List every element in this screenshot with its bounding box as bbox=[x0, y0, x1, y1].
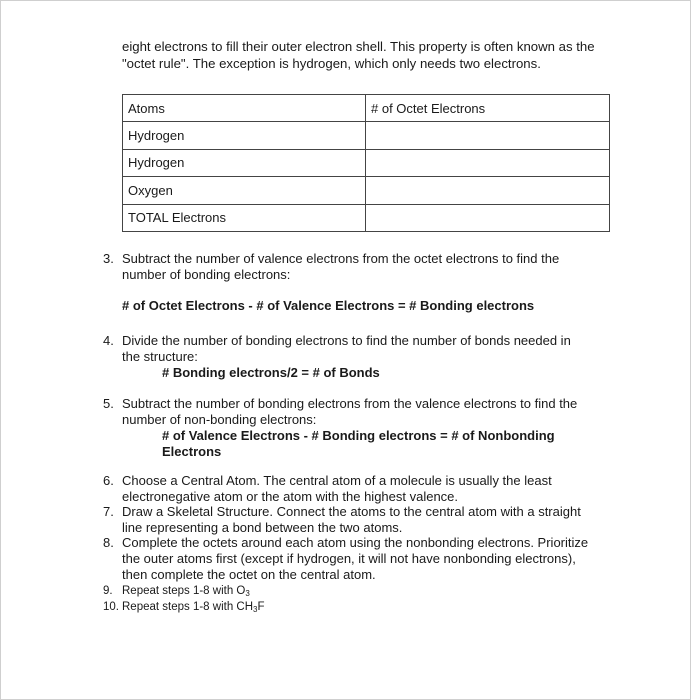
table-row bbox=[123, 204, 610, 232]
intro-paragraph bbox=[122, 38, 622, 72]
step-number: 6. bbox=[103, 473, 114, 488]
table-row bbox=[123, 149, 610, 177]
octet-electrons-table bbox=[122, 94, 610, 232]
step-number: 9. bbox=[103, 585, 113, 597]
step-8-line-3: then complete the octet on the central atom. bbox=[122, 567, 376, 582]
step-7-line-2: line representing a bond between the two atoms. bbox=[122, 520, 403, 535]
step-3-line-2: number of bonding electrons: bbox=[122, 267, 291, 282]
step-6-line-2: electronegative atom or the atom with the highest valence. bbox=[122, 489, 459, 504]
step-number: 10. bbox=[103, 601, 119, 613]
step-5-line-1: Subtract the number of bonding electrons from the valence electrons to find the bbox=[122, 396, 578, 411]
table-row bbox=[123, 177, 610, 205]
step-7-line-1: Draw a Skeletal Structure. Connect the atoms to the central atom with a straight bbox=[122, 504, 581, 519]
octet-cell[interactable] bbox=[366, 177, 610, 205]
step-number: 8. bbox=[103, 535, 114, 550]
octet-cell[interactable] bbox=[366, 204, 610, 232]
step-9-text: Repeat steps 1-8 with O bbox=[122, 585, 246, 597]
step-5-line-2: number of non-bonding electrons: bbox=[122, 412, 317, 427]
step-4-formula: # Bonding electrons/2 = # of Bonds bbox=[162, 365, 380, 380]
step-6-line-1: Choose a Central Atom. The central atom of a molecule is usually the least bbox=[122, 473, 552, 488]
step-number: 7. bbox=[103, 504, 114, 519]
step-8-line-1: Complete the octets around each atom using the nonbonding electrons. Prioritize bbox=[122, 535, 589, 550]
table-header-row bbox=[123, 95, 610, 122]
atom-cell: Hydrogen bbox=[123, 149, 366, 177]
atom-cell: Oxygen bbox=[123, 177, 366, 205]
step-3-formula: # of Octet Electrons - # of Valence Electrons = # Bonding electrons bbox=[122, 298, 535, 313]
step-4-line-1: Divide the number of bonding electrons to find the number of bonds needed in bbox=[122, 333, 571, 348]
step-number: 4. bbox=[103, 333, 114, 348]
atom-cell: Hydrogen bbox=[123, 122, 366, 150]
step-3-line-1: Subtract the number of valence electrons from the octet electrons to find the bbox=[122, 251, 560, 266]
intro-line-1: eight electrons to fill their outer electron shell. This property is often known as the bbox=[122, 39, 595, 54]
step-4-line-2: the structure: bbox=[122, 349, 198, 364]
step-10-text: Repeat steps 1-8 with CH bbox=[122, 601, 254, 613]
step-number: 5. bbox=[103, 396, 114, 411]
atom-cell: TOTAL Electrons bbox=[123, 204, 366, 232]
table-row bbox=[123, 122, 610, 150]
octet-cell[interactable] bbox=[366, 149, 610, 177]
step-5-formula-line-2: Electrons bbox=[162, 444, 222, 459]
step-10-suffix: F bbox=[257, 601, 265, 613]
step-5-formula-line-1: # of Valence Electrons - # Bonding electrons = # of Nonbonding bbox=[162, 428, 555, 443]
step-10-subscript: 3 bbox=[253, 605, 258, 614]
header-octet-electrons: # of Octet Electrons bbox=[366, 95, 610, 122]
header-atoms: Atoms bbox=[123, 95, 366, 122]
step-number: 3. bbox=[103, 251, 114, 266]
intro-line-2: "octet rule". The exception is hydrogen, which only needs two electrons. bbox=[122, 56, 541, 71]
step-9-subscript: 3 bbox=[245, 589, 250, 598]
step-8-line-2: the outer atoms first (except if hydrogen, it will not have nonbonding electrons), bbox=[122, 551, 576, 566]
octet-cell[interactable] bbox=[366, 122, 610, 150]
